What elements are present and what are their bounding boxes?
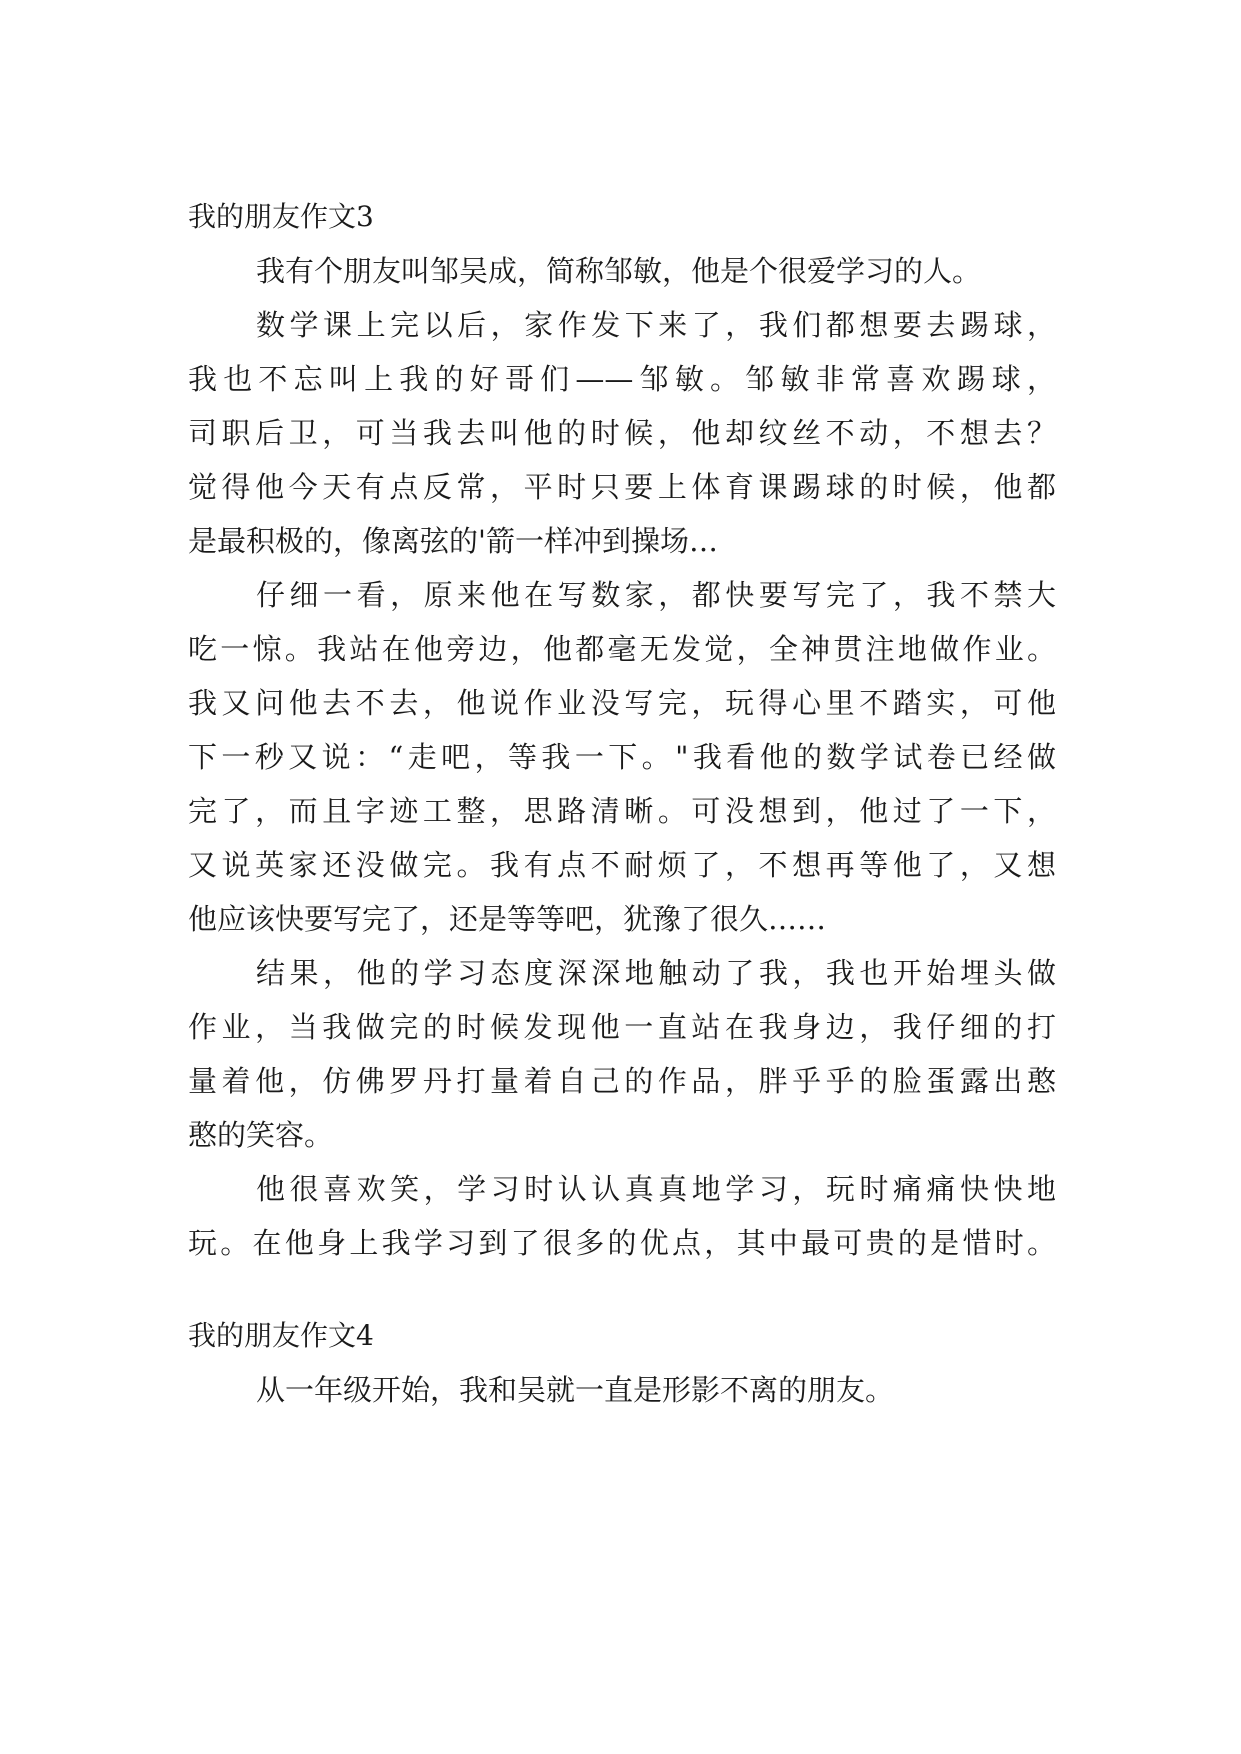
- essay-4-title: 我的朋友作文4: [188, 1319, 374, 1352]
- essay-3-paragraph-3-line-6: 又说英家还没做完。我有点不耐烦了，不想再等他了，又想: [188, 848, 1056, 882]
- essay-3-paragraph-2-line-3: 司职后卫，可当我去叫他的时候，他却纹丝不动，不想去？: [188, 416, 1056, 450]
- essay-3-paragraph-3-line-2: 吃一惊。我站在他旁边，他都毫无发觉，全神贯注地做作业。: [188, 632, 1056, 666]
- essay-3-paragraph-2-line-2: 我也不忘叫上我的好哥们——邹敏。邹敏非常喜欢踢球，: [188, 362, 1056, 396]
- essay-3-paragraph-3-line-5: 完了，而且字迹工整，思路清晰。可没想到，他过了一下，: [188, 794, 1056, 828]
- essay-3-paragraph-5-line-2: 玩。在他身上我学习到了很多的优点，其中最可贵的是惜时。: [188, 1226, 1056, 1260]
- essay-3-paragraph-2-line-4: 觉得他今天有点反常，平时只要上体育课踢球的时候，他都: [188, 470, 1056, 504]
- essay-3-paragraph-2-line-1: 数学课上完以后，家作发下来了，我们都想要去踢球，: [256, 308, 1056, 342]
- essay-3-paragraph-3-line-3: 我又问他去不去，他说作业没写完，玩得心里不踏实，可他: [188, 686, 1056, 720]
- essay-3-paragraph-1-line-1: 我有个朋友叫邹吴成，简称邹敏，他是个很爱学习的人。: [256, 254, 982, 288]
- essay-4-paragraph-1-line-1: 从一年级开始，我和吴就一直是形影不离的朋友。: [256, 1373, 895, 1407]
- essay-3-title: 我的朋友作文3: [188, 200, 374, 233]
- essay-3-paragraph-3-line-4: 下一秒又说：“走吧，等我一下。"我看他的数学试卷已经做: [188, 740, 1056, 774]
- essay-3-paragraph-4-line-2: 作业，当我做完的时候发现他一直站在我身边，我仔细的打: [188, 1010, 1056, 1044]
- essay-3-paragraph-3-line-7: 他应该快要写完了，还是等等吧，犹豫了很久……: [188, 902, 827, 936]
- essay-3-paragraph-2-line-5: 是最积极的，像离弦的'箭一样冲到操场…: [188, 524, 718, 558]
- essay-3-paragraph-4-line-3: 量着他，仿佛罗丹打量着自己的作品，胖乎乎的脸蛋露出憨: [188, 1064, 1056, 1098]
- essay-3-paragraph-5-line-1: 他很喜欢笑，学习时认认真真地学习，玩时痛痛快快地: [256, 1172, 1056, 1206]
- essay-3-paragraph-4-line-4: 憨的笑容。: [188, 1118, 334, 1152]
- essay-3-paragraph-4-line-1: 结果，他的学习态度深深地触动了我，我也开始埋头做: [256, 956, 1056, 990]
- essay-3-paragraph-3-line-1: 仔细一看，原来他在写数家，都快要写完了，我不禁大: [256, 578, 1056, 612]
